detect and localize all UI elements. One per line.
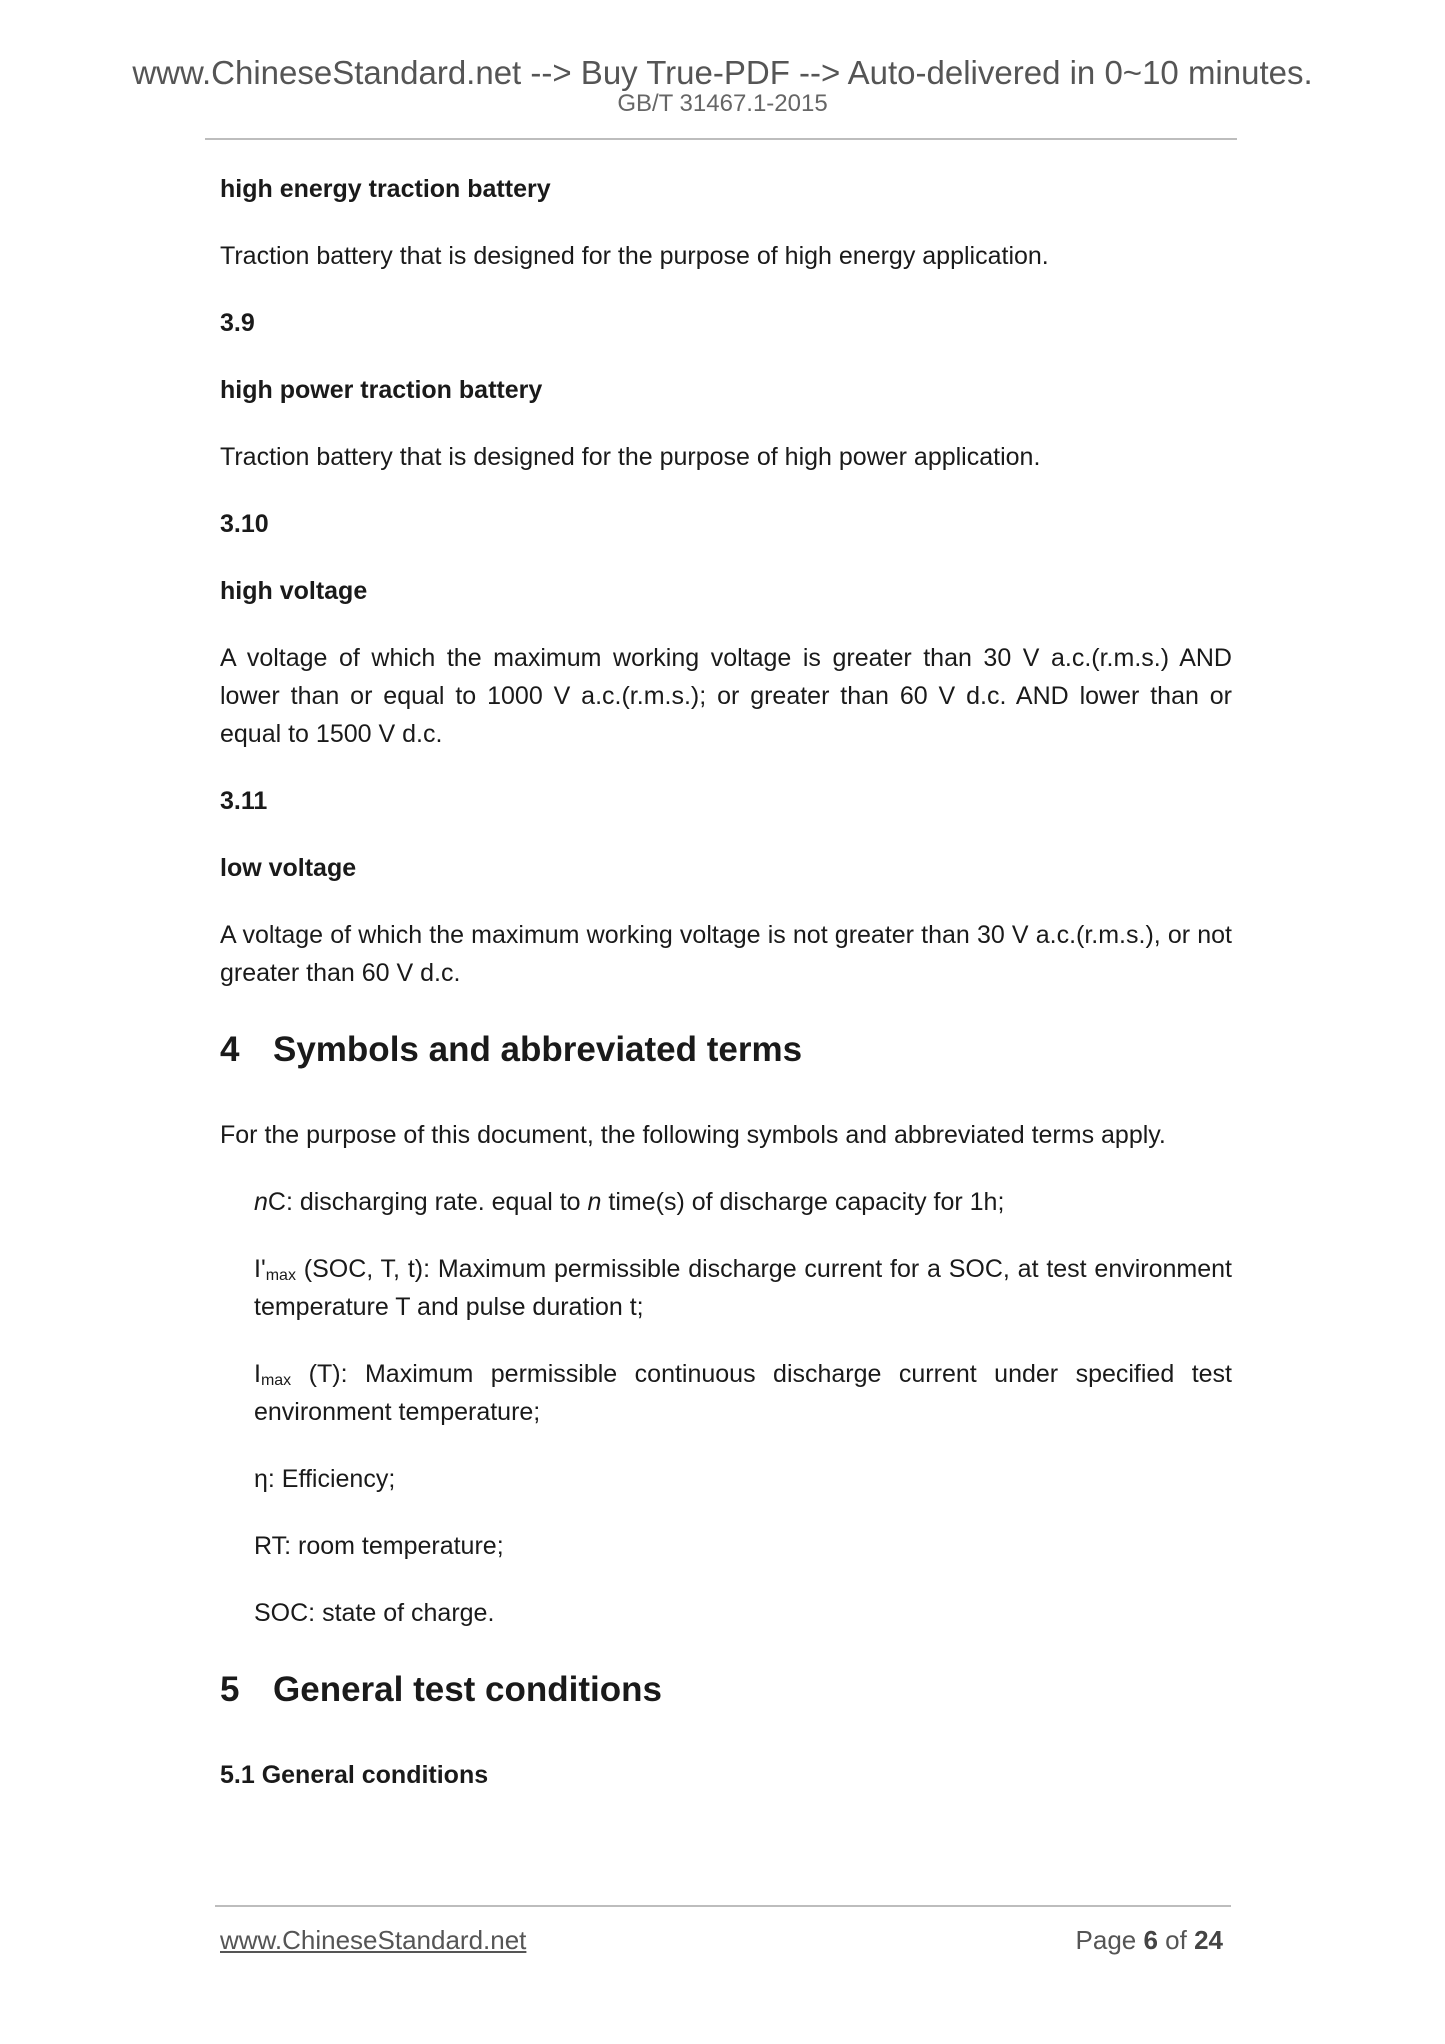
- page-prefix: Page: [1075, 1925, 1144, 1955]
- definition-3-9: Traction battery that is designed for the purpose of high power application.: [220, 443, 1041, 471]
- symbol-ipmax-sub: max: [265, 1267, 296, 1284]
- symbol-imax-text: (T): Maximum permissible continuous discharge current under specified test environment temperature;: [254, 1360, 1232, 1426]
- symbol-nc-n: n: [254, 1188, 268, 1216]
- definition-3-10: A voltage of which the maximum working voltage is greater than 30 V a.c.(r.m.s.) AND lower than or equal to 1000 V a.c.(r.m.s.); or greater than 60 V d.c. AND lower than or equal to 1500 V d.c.: [220, 644, 1232, 748]
- symbol-ipmax: [254, 1250, 1232, 1326]
- symbol-soc: SOC: state of charge.: [254, 1599, 495, 1627]
- footer-site-link[interactable]: www.ChineseStandard.net: [220, 1925, 527, 1955]
- symbol-nc-tail: time(s) of discharge capacity for 1h;: [601, 1188, 1005, 1216]
- section-title-4: Symbols and abbreviated terms: [273, 1030, 803, 1069]
- symbol-eta: η: Efficiency;: [254, 1465, 396, 1493]
- header-divider: [205, 138, 1237, 140]
- definition-3-8: Traction battery that is designed for the purpose of high energy application.: [220, 242, 1049, 270]
- section-number-4: 4: [220, 1030, 240, 1069]
- clause-number-3-9: 3.9: [220, 309, 255, 337]
- section-4-intro: For the purpose of this document, the following symbols and abbreviated terms apply.: [220, 1121, 1166, 1149]
- symbol-nc: [254, 1183, 1232, 1221]
- symbol-imax-base: I: [254, 1360, 261, 1388]
- term-high-power-traction-battery: high power traction battery: [220, 376, 543, 404]
- section-title-5: General test conditions: [273, 1670, 662, 1709]
- section-heading-4: [220, 1028, 1232, 1072]
- term-low-voltage: low voltage: [220, 854, 357, 882]
- symbol-imax-sub: max: [260, 1372, 292, 1389]
- page-number: [1076, 1925, 1223, 1956]
- symbol-imax: [254, 1355, 1232, 1431]
- symbol-rt: RT: room temperature;: [254, 1532, 504, 1560]
- top-banner: www.ChineseStandard.net --> Buy True-PDF --> Auto-delivered in 0~10 minutes.: [132, 54, 1313, 91]
- section-number-5: 5: [220, 1670, 240, 1709]
- page-content: [220, 170, 1232, 1823]
- subsection-5-1: 5.1 General conditions: [220, 1761, 489, 1789]
- footer-divider: [215, 1905, 1231, 1907]
- page-mid: of: [1157, 1925, 1195, 1955]
- term-high-voltage: high voltage: [220, 577, 368, 605]
- page-current: 6: [1143, 1925, 1158, 1955]
- page-total: 24: [1194, 1925, 1223, 1955]
- clause-number-3-11: 3.11: [220, 787, 268, 815]
- symbol-nc-n2: n: [587, 1188, 602, 1216]
- section-heading-5: [220, 1668, 1232, 1712]
- definition-3-11: A voltage of which the maximum working voltage is not greater than 30 V a.c.(r.m.s.), or not greater than 60 V d.c.: [220, 921, 1232, 987]
- symbol-nc-text: C: discharging rate. equal to: [267, 1188, 588, 1216]
- symbol-ipmax-text: (SOC, T, t): Maximum permissible discharge current for a SOC, at test environment temperature T and pulse duration t;: [254, 1255, 1232, 1321]
- term-high-energy-traction-battery: high energy traction battery: [220, 175, 551, 203]
- symbol-ipmax-base: I': [254, 1255, 266, 1283]
- standard-code: GB/T 31467.1-2015: [617, 90, 828, 117]
- clause-number-3-10: 3.10: [220, 510, 269, 538]
